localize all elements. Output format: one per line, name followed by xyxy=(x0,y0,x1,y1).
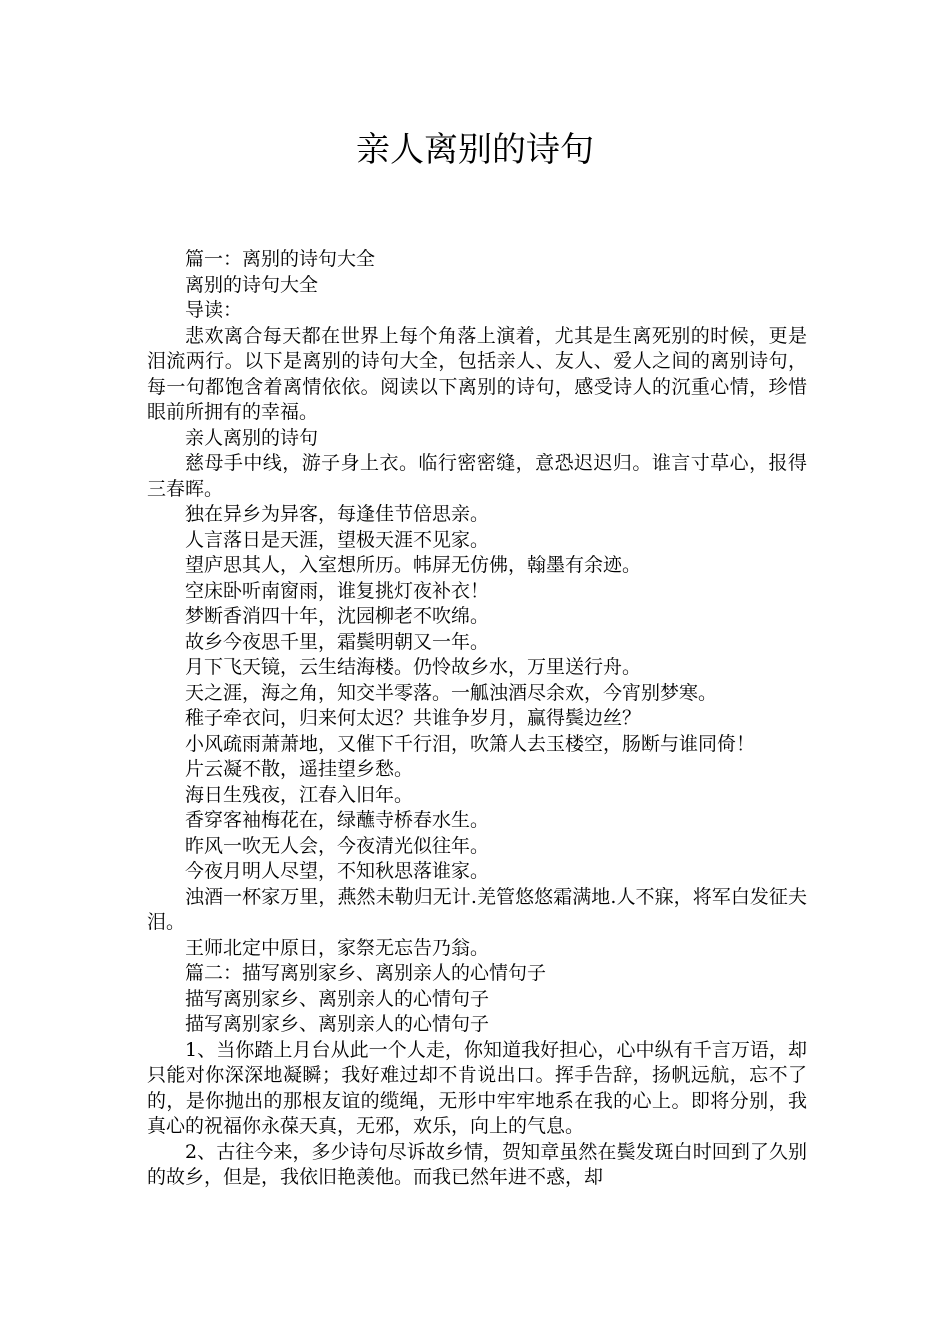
paragraph: 王师北定中原日，家祭无忘告乃翁。 xyxy=(185,936,490,959)
paragraph: 独在异乡为异客，每逢佳节倍思亲。 xyxy=(185,503,490,525)
paragraph: 篇一：离别的诗句大全 xyxy=(185,248,376,270)
paragraph: 天之涯，海之角，知交半零落。一觚浊酒尽余欢，今宵别梦寒。 xyxy=(185,681,718,704)
paragraph: 空床卧听南窗雨，谁复挑灯夜补衣！ xyxy=(185,579,490,602)
paragraph: 稚子牵衣问，归来何太迟？共谁争岁月，赢得鬓边丝？ xyxy=(185,707,642,729)
paragraph: 亲人离别的诗句 xyxy=(185,426,319,449)
paragraph: 悲欢离合每天都在世界上每个角落上演着，尤其是生离死别的时候，更是泪流两行。以下是离别的诗句大全，包括亲人、友人、爱人之间的离别诗句，每一句都饱含着离情依依。阅读以下离别的诗句，感受诗人的沉重心情，珍惜眼前所拥有的幸福。 xyxy=(147,324,807,423)
paragraph: 片云凝不散，遥挂望乡愁。 xyxy=(185,758,414,780)
paragraph: 望庐思其人，入室想所历。帏屏无仿佛，翰墨有余迹。 xyxy=(185,554,642,576)
paragraph: 昨风一吹无人会，今夜清光似往年。 xyxy=(185,834,490,857)
paragraph: 小风疏雨萧萧地，又催下千行泪，吹箫人去玉楼空，肠断与谁同倚！ xyxy=(185,732,756,755)
paragraph: 香穿客袖梅花在，绿蘸寺桥春水生。 xyxy=(185,809,490,831)
paragraph: 导读： xyxy=(185,299,243,321)
paragraph: 故乡今夜思千里，霜鬓明朝又一年。 xyxy=(185,630,490,653)
paragraph: 慈母手中线，游子身上衣。临行密密缝，意恐迟迟归。谁言寸草心，报得三春晖。 xyxy=(147,452,807,500)
paragraph: 海日生残夜，江春入旧年。 xyxy=(185,783,414,806)
paragraph: 梦断香消四十年，沈园柳老不吹绵。 xyxy=(185,605,490,627)
paragraph: 浊酒一杯家万里，燕然未勒归无计.羌管悠悠霜满地.人不寐，将军白发征夫泪。 xyxy=(147,885,807,933)
paragraph: 月下飞天镜，云生结海楼。仍怜故乡水，万里送行舟。 xyxy=(185,656,642,678)
document-body xyxy=(147,247,807,1191)
paragraph: 2、古往今来，多少诗句尽诉故乡情，贺知章虽然在鬓发斑白时回到了久别的故乡，但是，我依旧艳羡他。而我已然年进不惑，却 xyxy=(147,1140,807,1188)
paragraph: 描写离别家乡、离别亲人的心情句子 xyxy=(185,987,490,1010)
paragraph: 描写离别家乡、离别亲人的心情句子 xyxy=(185,1013,490,1035)
paragraph: 离别的诗句大全 xyxy=(185,273,319,296)
paragraph: 人言落日是天涯，望极天涯不见家。 xyxy=(185,528,490,551)
paragraph: 今夜月明人尽望，不知秋思落谁家。 xyxy=(185,860,490,882)
document-title: 亲人离别的诗句 xyxy=(356,130,594,170)
paragraph: 篇二：描写离别家乡、离别亲人的心情句子 xyxy=(185,962,547,984)
paragraph: 1、当你踏上月台从此一个人走，你知道我好担心，心中纵有千言万语，却只能对你深深地凝瞬；我好难过却不肯说出口。挥手告辞，扬帆远航，忘不了的，是你抛出的那根友谊的缆绳，无形中牢牢地系在我的心上。即将分别，我真心的祝福你永葆天真，无邪，欢乐，向上的气息。 xyxy=(147,1038,807,1137)
